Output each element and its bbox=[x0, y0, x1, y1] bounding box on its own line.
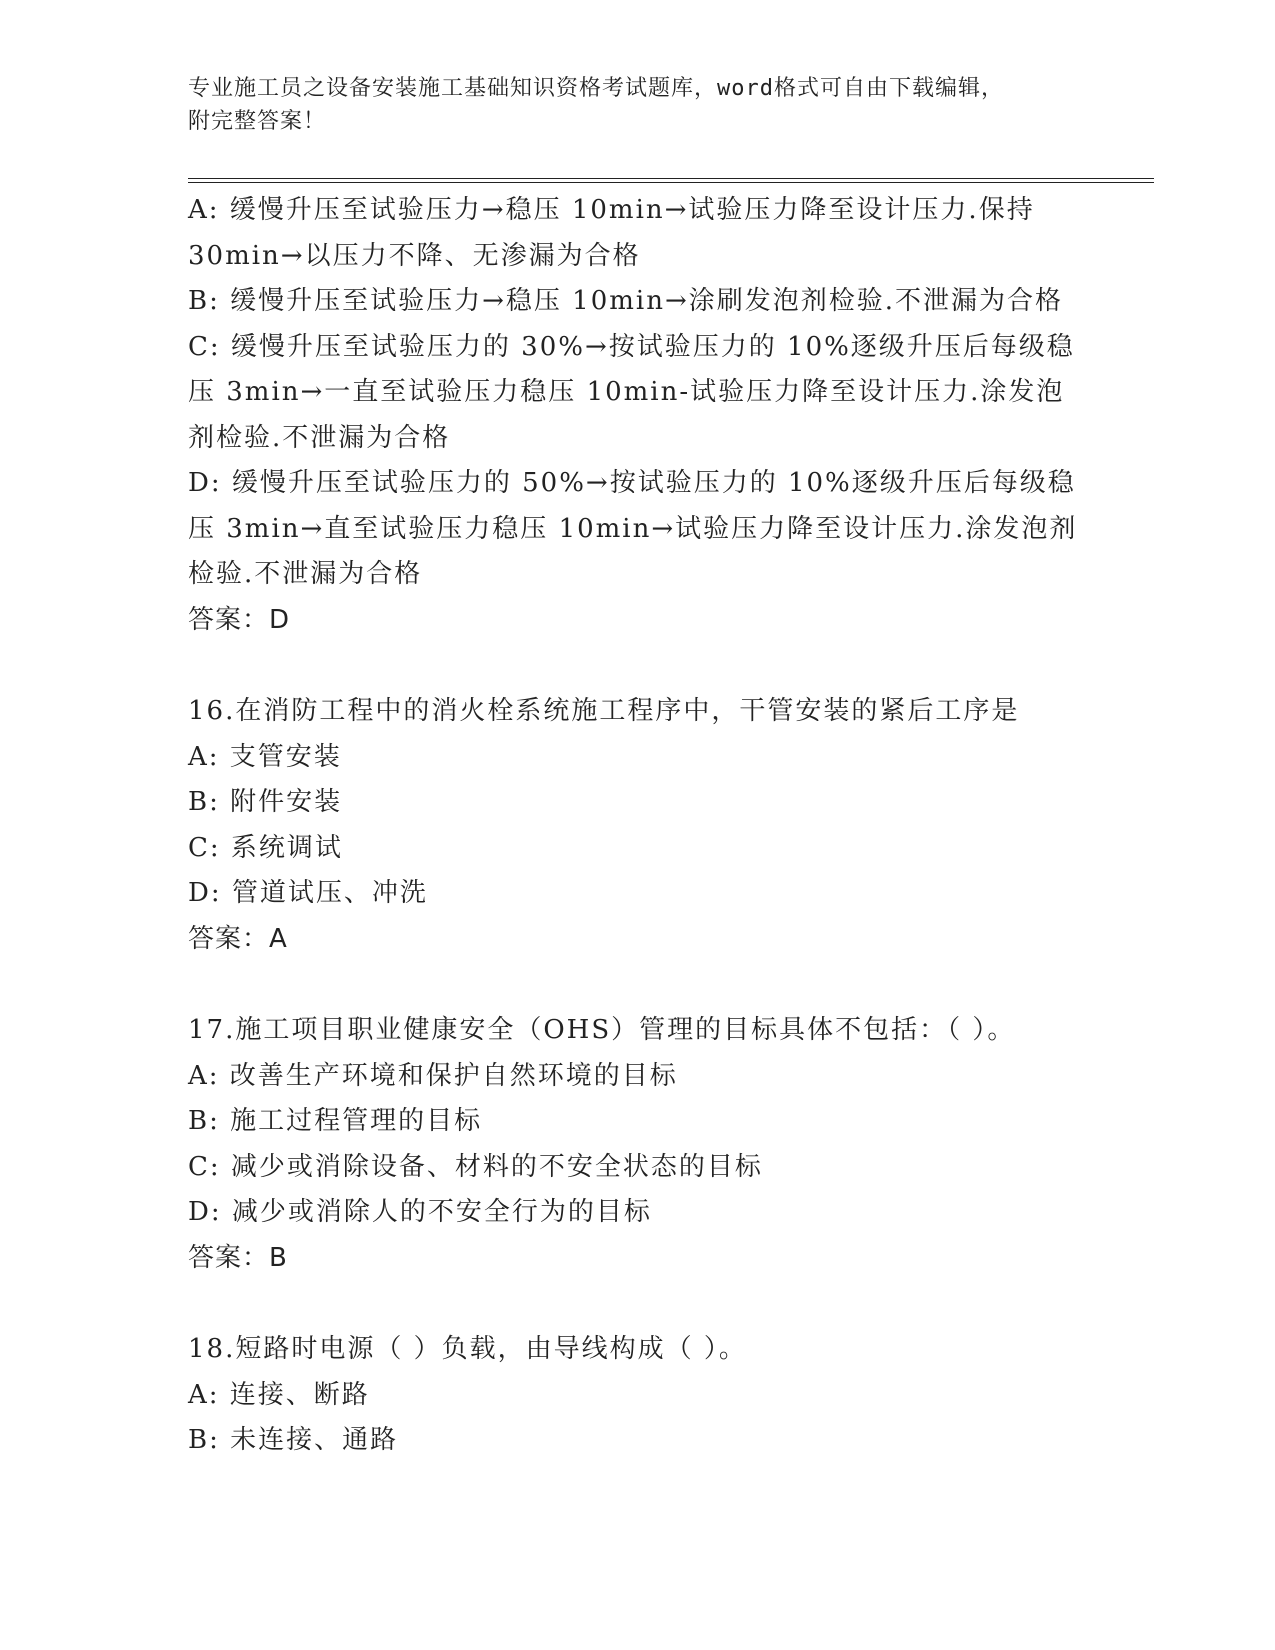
question-16-block bbox=[188, 689, 1088, 962]
q17-answer: 答案：B bbox=[188, 1242, 288, 1273]
q17-option-b: B: 施工过程管理的目标 bbox=[188, 1106, 483, 1136]
q15-option-c-line3: 剂检验.不泄漏为合格 bbox=[188, 422, 451, 453]
question-18-block bbox=[188, 1327, 1088, 1464]
question-17-block bbox=[188, 1008, 1088, 1281]
spacer bbox=[188, 962, 1088, 1008]
q17-option-d: D: 减少或消除人的不安全行为的目标 bbox=[188, 1197, 652, 1227]
q16-option-b: B: 附件安装 bbox=[188, 787, 343, 817]
document-body bbox=[188, 188, 1088, 1464]
q15-option-b: B: 缓慢升压至试验压力→稳压 10min→涂刷发泡剂检验.不泄漏为合格 bbox=[188, 286, 1064, 316]
header-divider-bottom bbox=[188, 182, 1154, 183]
q15-answer: 答案：D bbox=[188, 604, 291, 635]
q16-option-c: C: 系统调试 bbox=[188, 832, 343, 863]
q15-option-d-line1: D: 缓慢升压至试验压力的 50%→按试验压力的 10%逐级升压后每级稳 bbox=[188, 468, 1076, 498]
q15-option-a-line2: 30min→以压力不降、无渗漏为合格 bbox=[188, 240, 641, 271]
header-line-2: 附完整答案！ bbox=[188, 109, 327, 134]
q18-option-a: A: 连接、断路 bbox=[188, 1379, 370, 1410]
q16-option-a: A: 支管安装 bbox=[188, 741, 342, 772]
q15-option-c-line2: 压 3min→一直至试验压力稳压 10min-试验压力降至设计压力.涂发泡 bbox=[188, 377, 1065, 407]
q15-option-d-line3: 检验.不泄漏为合格 bbox=[188, 559, 423, 589]
q16-question: 16.在消防工程中的消火栓系统施工程序中，干管安装的紧后工序是 bbox=[188, 696, 1020, 726]
question-15-block bbox=[188, 188, 1088, 643]
q15-option-d-line2: 压 3min→直至试验压力稳压 10min→试验压力降至设计压力.涂发泡剂 bbox=[188, 513, 1078, 544]
q16-answer: 答案：A bbox=[188, 923, 288, 954]
q15-option-a-line1: A: 缓慢升压至试验压力→稳压 10min→试验压力降至设计压力.保持 bbox=[188, 195, 1035, 225]
header-line-1: 专业施工员之设备安装施工基础知识资格考试题库，word格式可自由下载编辑， bbox=[188, 76, 1004, 101]
q17-option-c: C: 减少或消除设备、材料的不安全状态的目标 bbox=[188, 1151, 763, 1182]
q18-option-b: B: 未连接、通路 bbox=[188, 1425, 399, 1455]
q17-question: 17.施工项目职业健康安全（OHS）管理的目标具体不包括：（ ）。 bbox=[188, 1015, 1016, 1045]
q16-option-d: D: 管道试压、冲洗 bbox=[188, 878, 428, 908]
spacer bbox=[188, 643, 1088, 689]
header-divider-top bbox=[188, 178, 1154, 179]
document-header bbox=[188, 72, 1088, 138]
q15-option-c-line1: C: 缓慢升压至试验压力的 30%→按试验压力的 10%逐级升压后每级稳 bbox=[188, 331, 1075, 362]
q17-option-a: A: 改善生产环境和保护自然环境的目标 bbox=[188, 1060, 678, 1091]
q18-question: 18.短路时电源（ ）负载，由导线构成（ ）。 bbox=[188, 1334, 747, 1364]
spacer bbox=[188, 1281, 1088, 1327]
